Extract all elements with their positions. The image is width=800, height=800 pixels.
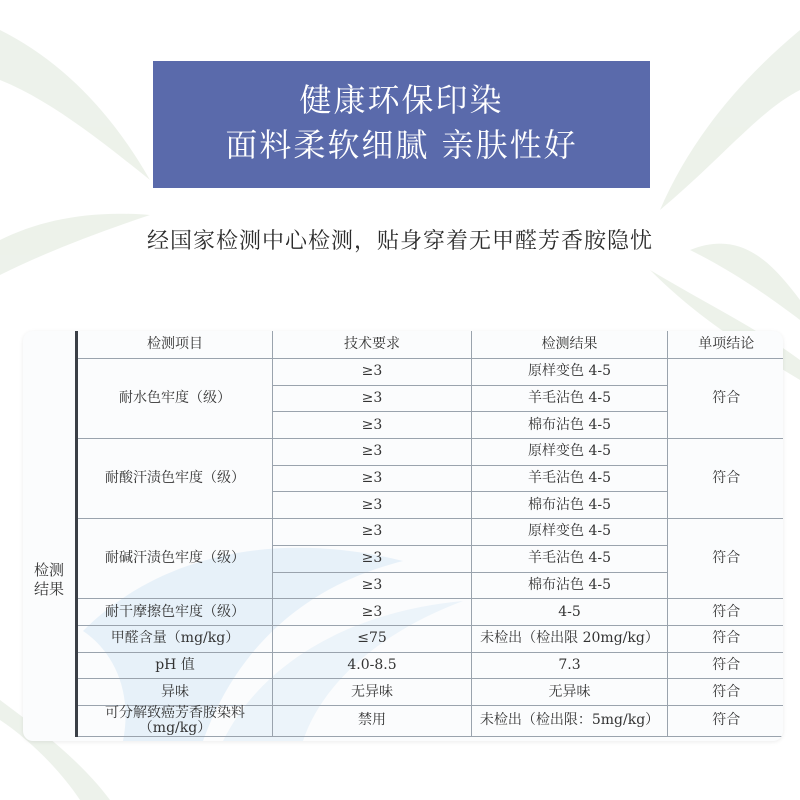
result-cell: 原样变色 4-5	[472, 519, 668, 546]
result-cell: 原样变色 4-5	[472, 439, 668, 466]
banner-line-2: 面料柔软细腻 亲肤性好	[225, 126, 578, 164]
requirement-cell: ≥3	[273, 492, 472, 519]
requirement-cell: ≥3	[273, 385, 472, 412]
conclusion-cell: 符合	[668, 519, 784, 599]
result-cell: 7.3	[472, 652, 668, 679]
result-cell: 棉布沾色 4-5	[472, 412, 668, 439]
side-label	[23, 331, 75, 741]
conclusion-cell: 符合	[668, 439, 784, 519]
requirement-cell: ≥3	[273, 572, 472, 599]
conclusion-cell: 符合	[668, 679, 784, 706]
table-row	[77, 625, 784, 652]
table-header-row	[77, 331, 784, 359]
conclusion-cell: 符合	[668, 359, 784, 439]
table-row	[77, 652, 784, 679]
requirement-cell: ≥3	[273, 412, 472, 439]
result-cell: 棉布沾色 4-5	[472, 492, 668, 519]
test-item-cell: 耐酸汗渍色牢度（级）	[77, 439, 273, 519]
result-cell: 无异味	[472, 679, 668, 706]
test-item-cell: 耐碱汗渍色牢度（级）	[77, 519, 273, 599]
test-results-table	[75, 331, 783, 737]
result-cell: 4-5	[472, 599, 668, 626]
subtitle: 经国家检测中心检测，贴身穿着无甲醛芳香胺隐忧	[146, 229, 653, 254]
result-cell: 羊毛沾色 4-5	[472, 545, 668, 572]
result-cell: 羊毛沾色 4-5	[472, 465, 668, 492]
requirement-cell: ≤75	[273, 625, 472, 652]
result-cell: 未检出（检出限 20mg/kg）	[472, 625, 668, 652]
test-report-card	[23, 331, 783, 741]
table-row	[77, 705, 784, 736]
test-item-cell: 耐干摩擦色牢度（级）	[77, 599, 273, 626]
requirement-cell: ≥3	[273, 519, 472, 546]
result-cell: 棉布沾色 4-5	[472, 572, 668, 599]
banner-line-1: 健康环保印染	[299, 81, 504, 119]
requirement-cell: 禁用	[273, 705, 472, 736]
headline-banner	[153, 61, 650, 188]
requirement-cell: ≥3	[273, 465, 472, 492]
column-header: 单项结论	[668, 331, 784, 359]
side-label-text: 检测结果	[33, 561, 64, 598]
conclusion-cell: 符合	[668, 705, 784, 736]
conclusion-cell: 符合	[668, 599, 784, 626]
test-item-cell: 耐水色牢度（级）	[77, 359, 273, 439]
test-item-cell: 甲醛含量（mg/kg）	[77, 625, 273, 652]
test-item-cell: pH 值	[77, 652, 273, 679]
requirement-cell: ≥3	[273, 439, 472, 466]
table-row	[77, 519, 784, 546]
test-item-cell: 可分解致癌芳香胺染料（mg/kg）	[77, 705, 273, 736]
table-row	[77, 439, 784, 466]
requirement-cell: ≥3	[273, 359, 472, 386]
requirement-cell: 4.0-8.5	[273, 652, 472, 679]
result-cell: 原样变色 4-5	[472, 359, 668, 386]
requirement-cell: ≥3	[273, 545, 472, 572]
table-row	[77, 359, 784, 386]
table-row	[77, 679, 784, 706]
requirement-cell: 无异味	[273, 679, 472, 706]
table-row	[77, 599, 784, 626]
conclusion-cell: 符合	[668, 625, 784, 652]
requirement-cell: ≥3	[273, 599, 472, 626]
column-header: 检测结果	[472, 331, 668, 359]
column-header: 检测项目	[77, 331, 273, 359]
column-header: 技术要求	[273, 331, 472, 359]
test-item-cell: 异味	[77, 679, 273, 706]
result-cell: 未检出（检出限：5mg/kg）	[472, 705, 668, 736]
result-cell: 羊毛沾色 4-5	[472, 385, 668, 412]
conclusion-cell: 符合	[668, 652, 784, 679]
